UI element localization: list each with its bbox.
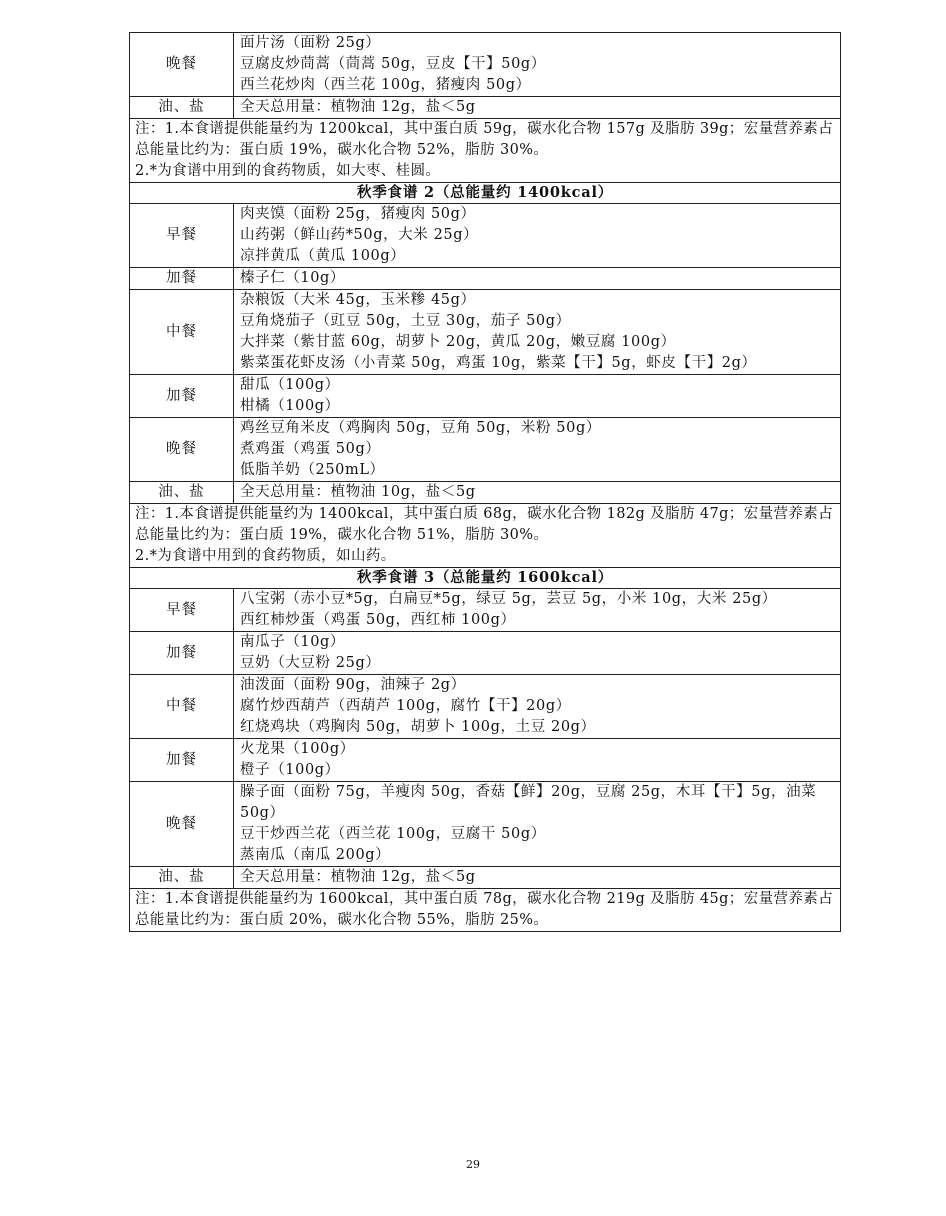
meal-item: 腐竹炒西葫芦（西葫芦 100g，腐竹【干】20g）: [240, 698, 571, 714]
meal-row: [130, 675, 841, 739]
note: [130, 504, 841, 568]
meal-label: 早餐: [130, 204, 234, 268]
meal-label: 油、盐: [130, 97, 234, 119]
meal-label: 油、盐: [130, 482, 234, 504]
meal-label: 中餐: [130, 675, 234, 739]
meal-item: 榛子仁（10g）: [240, 270, 346, 286]
meal-label: 晚餐: [130, 33, 234, 97]
recipe-table: [129, 32, 841, 932]
section-title: 秋季食谱 2（总能量约 1400kcal）: [130, 183, 841, 204]
meal-items: [234, 675, 841, 739]
note: [130, 119, 841, 183]
meal-items: [234, 290, 841, 375]
meal-row: [130, 739, 841, 782]
meal-row: [130, 482, 841, 504]
meal-items: [234, 589, 841, 632]
meal-item: 柑橘（100g）: [240, 398, 340, 414]
meal-items: [234, 204, 841, 268]
meal-items: [234, 33, 841, 97]
meal-row: [130, 33, 841, 97]
meal-item: 八宝粥（赤小豆*5g，白扁豆*5g，绿豆 5g，芸豆 5g，小米 10g，大米 25g）: [240, 591, 777, 607]
meal-items: [234, 97, 841, 119]
note-line: 注：1.本食谱提供能量约为 1400kcal，其中蛋白质 68g，碳水化合物 182g 及脂肪 47g；宏量营养素占总能量比约为：蛋白质 19%，碳水化合物 51%，脂肪 30%。: [135, 506, 834, 543]
meal-items: [234, 375, 841, 418]
note-line: 注：1.本食谱提供能量约为 1600kcal，其中蛋白质 78g，碳水化合物 219g 及脂肪 45g；宏量营养素占总能量比约为：蛋白质 20%，碳水化合物 55%，脂肪 25%。: [135, 891, 834, 928]
meal-label: 加餐: [130, 375, 234, 418]
meal-item: 煮鸡蛋（鸡蛋 50g）: [240, 441, 381, 457]
meal-row: [130, 782, 841, 867]
meal-row: [130, 204, 841, 268]
meal-row: [130, 589, 841, 632]
meal-row: [130, 418, 841, 482]
meal-item: 面片汤（面粉 25g）: [240, 35, 381, 51]
meal-row: [130, 290, 841, 375]
meal-item: 油泼面（面粉 90g，油辣子 2g）: [240, 677, 466, 693]
meal-label: 加餐: [130, 632, 234, 675]
meal-item: 南瓜子（10g）: [240, 634, 346, 650]
meal-items: [234, 739, 841, 782]
meal-item: 豆腐皮炒茼蒿（茼蒿 50g，豆皮【干】50g）: [240, 56, 546, 72]
recipe-table-body: [130, 33, 841, 932]
meal-item: 火龙果（100g）: [240, 741, 355, 757]
meal-item: 西兰花炒肉（西兰花 100g，猪瘦肉 50g）: [240, 77, 531, 93]
meal-label: 加餐: [130, 268, 234, 290]
note-row: [130, 119, 841, 183]
meal-item: 豆奶（大豆粉 25g）: [240, 655, 381, 671]
meal-row: [130, 97, 841, 119]
meal-item: 低脂羊奶（250mL）: [240, 462, 385, 478]
meal-item: 全天总用量：植物油 10g，盐＜5g: [240, 484, 476, 500]
meal-label: 中餐: [130, 290, 234, 375]
section-title-row: [130, 568, 841, 589]
meal-label: 油、盐: [130, 867, 234, 889]
note-line: 2.*为食谱中用到的食药物质，如山药。: [135, 548, 396, 564]
meal-label: 晚餐: [130, 782, 234, 867]
meal-item: 鸡丝豆角米皮（鸡胸肉 50g，豆角 50g，米粉 50g）: [240, 420, 601, 436]
meal-label: 加餐: [130, 739, 234, 782]
note-line: 注：1.本食谱提供能量约为 1200kcal，其中蛋白质 59g，碳水化合物 157g 及脂肪 39g；宏量营养素占总能量比约为：蛋白质 19%，碳水化合物 52%，脂肪 30%。: [135, 121, 834, 158]
meal-item: 杂粮饭（大米 45g，玉米糁 45g）: [240, 292, 476, 308]
meal-items: [234, 268, 841, 290]
meal-item: 大拌菜（紫甘蓝 60g，胡萝卜 20g，黄瓜 20g，嫩豆腐 100g）: [240, 334, 676, 350]
meal-items: [234, 782, 841, 867]
meal-row: [130, 268, 841, 290]
meal-item: 山药粥（鲜山药*50g，大米 25g）: [240, 227, 479, 243]
meal-item: 肉夹馍（面粉 25g，猪瘦肉 50g）: [240, 206, 476, 222]
meal-item: 甜瓜（100g）: [240, 377, 340, 393]
section-title: 秋季食谱 3（总能量约 1600kcal）: [130, 568, 841, 589]
page-number: 29: [466, 1158, 480, 1171]
meal-label: 早餐: [130, 589, 234, 632]
meal-label: 晚餐: [130, 418, 234, 482]
meal-row: [130, 867, 841, 889]
meal-item: 全天总用量：植物油 12g，盐＜5g: [240, 869, 476, 885]
meal-item: 紫菜蛋花虾皮汤（小青菜 50g，鸡蛋 10g，紫菜【干】5g，虾皮【干】2g）: [240, 355, 757, 371]
section-title-row: [130, 183, 841, 204]
meal-items: [234, 867, 841, 889]
meal-items: [234, 418, 841, 482]
meal-item: 臊子面（面粉 75g，羊瘦肉 50g，香菇【鲜】20g，豆腐 25g，木耳【干】5g，油菜 50g）: [240, 784, 822, 821]
meal-items: [234, 482, 841, 504]
meal-item: 全天总用量：植物油 12g，盐＜5g: [240, 99, 476, 115]
meal-item: 蒸南瓜（南瓜 200g）: [240, 847, 391, 863]
meal-item: 豆角烧茄子（豇豆 50g，土豆 30g，茄子 50g）: [240, 313, 571, 329]
meal-item: 豆干炒西兰花（西兰花 100g，豆腐干 50g）: [240, 826, 546, 842]
meal-items: [234, 632, 841, 675]
meal-row: [130, 375, 841, 418]
meal-item: 凉拌黄瓜（黄瓜 100g）: [240, 248, 406, 264]
meal-item: 橙子（100g）: [240, 762, 340, 778]
note-row: [130, 889, 841, 932]
meal-item: 西红柿炒蛋（鸡蛋 50g，西红柿 100g）: [240, 612, 516, 628]
meal-item: 红烧鸡块（鸡胸肉 50g，胡萝卜 100g，土豆 20g）: [240, 719, 596, 735]
note: [130, 889, 841, 932]
note-line: 2.*为食谱中用到的食药物质，如大枣、桂圆。: [135, 163, 441, 179]
note-row: [130, 504, 841, 568]
meal-row: [130, 632, 841, 675]
